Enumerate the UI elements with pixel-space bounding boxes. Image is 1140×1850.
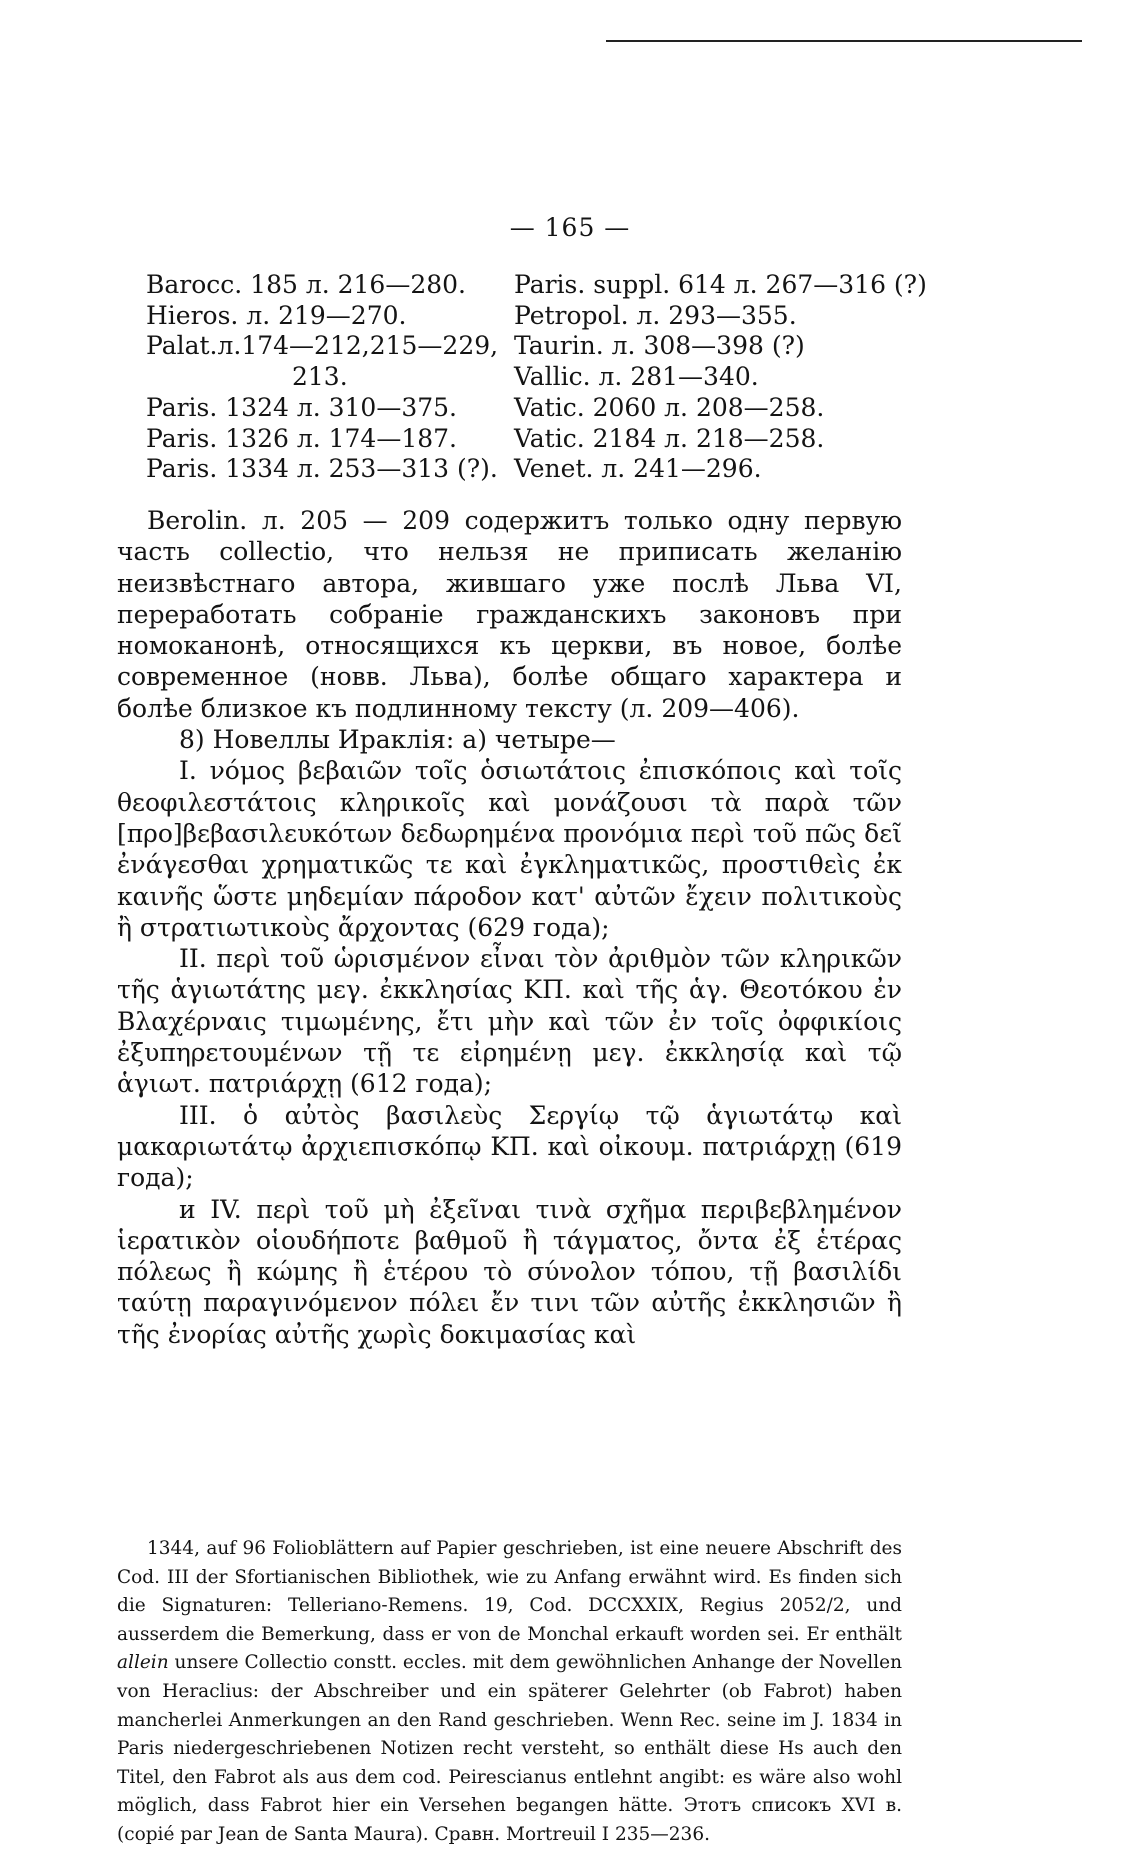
manuscript-list-right: [514, 270, 927, 485]
manuscript-entry: Vatic. 2060 л. 208—258.: [514, 392, 825, 422]
manuscript-entry: Paris. 1334 л. 253—313 (?).: [146, 454, 498, 484]
manuscript-entry: Taurin. л. 308—398 (?): [514, 331, 805, 361]
footnote: [117, 1535, 902, 1850]
novel-2: II. περὶ τοῦ ὡρισμένον εἶναι τὸν ἀριθμὸν τῶν κληρικῶν τῆς ἁγιωτάτης μεγ. ἐκκλησίας ΚΠ. καὶ τῆς ἁγ. Θεοτόκου ἐν Βλαχέρναις τιμωμένης, ἔτι μὴν καὶ τῶν ἐν τοῖς ὀφφικίοις ἐξυπηρετουμένων τῇ τε εἰρημένῃ μεγ. ἐκκλησίᾳ καὶ τῷ ἁγιωτ. πατριάρχῃ (612 года);: [117, 944, 902, 1099]
novel-3: III. ὁ αὐτὸς βασιλεὺς Σεργίῳ τῷ ἁγιωτάτῳ καὶ μακαριωτάτῳ ἀρχιεπισκόπῳ ΚΠ. καὶ οἰκουμ. πατριάρχῃ (619 года);: [117, 1100, 902, 1193]
manuscript-entry: Vallic. л. 281—340.: [514, 362, 759, 392]
manuscript-entry: Hieros. л. 219—270.: [146, 300, 407, 330]
manuscript-entry: Paris. 1326 л. 174—187.: [146, 423, 457, 453]
manuscript-entry: Paris. 1324 л. 310—375.: [146, 392, 457, 422]
manuscript-entry: Venet. л. 241—296.: [514, 454, 762, 484]
manuscript-entry: Palat.л.174—212,215—229,: [146, 331, 499, 361]
footnote-italic: allein: [117, 1652, 169, 1674]
novel-1: I. νόμος βεβαιῶν τοῖς ὁσιωτάτοις ἐπισκόποις καὶ τοῖς θεοφιλεστάτοις κληρικοῖς καὶ μονάζουσι τὰ παρὰ τῶν [προ]βεβασιλευκότων δεδωρημένα προνόμια περὶ τοῦ πῶς δεῖ ἐνάγεσθαι χρηματικῶς τε καὶ ἐγκληματικῶς, προστιθεὶς ἐκ καινῆς ὥστε μηδεμίαν πάροδον κατ' αὐτῶν ἔχειν πολιτικοὺς ἢ στρατιωτικοὺς ἄρχοντας (629 года);: [117, 756, 902, 942]
paragraph-berolin: Berolin. л. 205 — 209 содержитъ только одну первую часть collectio, что нельзя не приписать желанію неизвѣстнаго автора, жившаго уже послѣ Льва VI, переработать собраніе гражданскихъ законовъ при номоканонѣ, относящихся къ церкви, въ новое, болѣе современное (новв. Льва), болѣе общаго характера и болѣе близкое къ подлинному тексту (л. 209—406).: [117, 506, 902, 723]
novel-4: и IV. περὶ τοῦ μὴ ἐξεῖναι τινὰ σχῆμα περιβεβλημένον ἱερατικὸν οἱουδήποτε βαθμοῦ ἢ τάγματος, ὄντα ἐξ ἑτέρας πόλεως ἢ κώμης ἢ ἑτέρου τὸ σύνολον τόπου, τῇ βασιλίδι ταύτῃ παραγινόμενον πόλει ἔν τινι τῶν αὐτῆς ἐκκλησιῶν ἢ τῆς ἐνορίας αὐτῆς χωρὶς δοκιμασίας καὶ: [117, 1194, 902, 1349]
manuscript-entry: Paris. suppl. 614 л. 267—316 (?): [514, 270, 927, 299]
footnote-text-2: unsere Collectio constt. eccles. mit dem gewöhnlichen Anhange der Novellen von Heraclius: der Abschreiber und ein späterer Gelehrter (ob Fabrot) haben mancherlei Anmerkungen an den Rand geschrieben. Wenn Rec. seine im J. 1834 in Paris niedergeschriebenen Notizen recht versteht, so enthält diese Hs auch den Titel, den Fabrot als aus dem cod. Peirescianus entlehnt angibt: es wäre also wohl möglich, dass Fabrot hier ein Versehen begangen hätte. Этотъ списокъ XVI в. (copié par Jean de Santa Maura). Сравн. Mortreuil I 235—236.: [117, 1652, 902, 1845]
manuscript-entry-continuation: 213.: [292, 362, 348, 392]
manuscript-entry: Petropol. л. 293—355.: [514, 300, 797, 330]
heading-novels: 8) Новеллы Ираклія: а) четыре—: [179, 725, 616, 755]
header-rule: [606, 40, 1082, 42]
page-number: — 165 —: [509, 213, 631, 242]
main-text: [117, 505, 902, 1350]
footnote-text-1: 1344, auf 96 Folioblättern auf Papier geschrieben, ist eine neuere Abschrift des Cod. III der Sfortianischen Bibliothek, wie zu Anfang erwähnt wird. Es finden sich die Signaturen: Telleriano-Remens. 19, Cod. DCCXXIX, Regius 2052/2, und ausserdem die Bemerkung, dass er von de Monchal erkauft worden sei. Er enthält: [117, 1538, 902, 1645]
manuscript-list-left: [146, 270, 498, 485]
manuscript-entry: Barocc. 185 л. 216—280.: [146, 270, 466, 299]
manuscript-entry: Vatic. 2184 л. 218—258.: [514, 423, 825, 453]
